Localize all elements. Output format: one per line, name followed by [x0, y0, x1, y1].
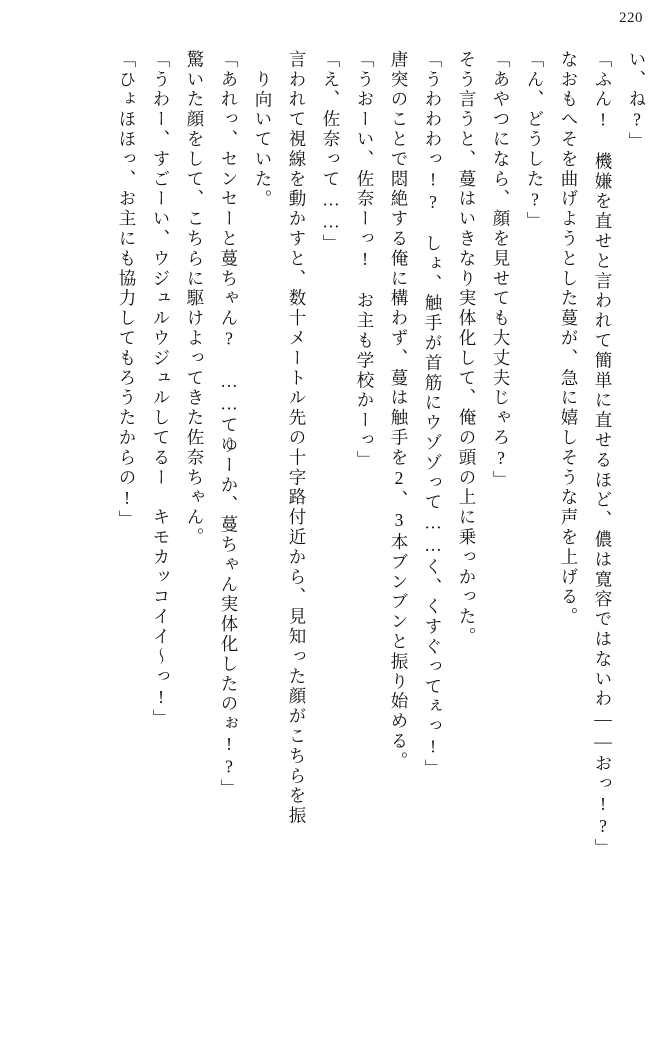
text-line: い、ね?」: [627, 50, 647, 152]
text-line: なおもへそを曲げようとした蔓が、急に嬉しそうな声を上げる。: [559, 50, 579, 628]
text-line: 「うおーい、佐奈ーっ! お主も学校かーっ」: [355, 50, 375, 471]
text-line: 「ひょほほっ、お主にも協力してもろうたからの!」: [117, 50, 137, 531]
text-line: 「うわわわっ!? しょ、触手が首筋にウゾゾって……く、くすぐってぇっ!」: [423, 50, 443, 779]
text-line: 「あれっ、センセーと蔓ちゃん? ……てゆーか、蔓ちゃん実体化したのぉ!?」: [219, 50, 239, 799]
text-line: 「ん、どうした?」: [525, 50, 545, 232]
text-line: 「ふん! 機嫌を直せと言われて簡単に直せるほど、儂は寛容ではないわ――おっ!?」: [593, 50, 613, 859]
text-line: そう言うと、蔓はいきなり実体化して、俺の頭の上に乗っかった。: [457, 50, 477, 647]
text-line: 「え、佐奈って……」: [321, 50, 341, 254]
text-line: 言われて視線を動かすと、数十メートル先の十字路付近から、見知った顔がこちらを振: [287, 50, 307, 827]
text-line: り向いていた。: [253, 70, 273, 210]
page-number: 220: [619, 10, 643, 26]
text-line: 驚いた顔をして、こちらに駆けよってきた佐奈ちゃん。: [185, 50, 205, 548]
text-line: 「あやつになら、顔を見せても大丈夫じゃろ?」: [491, 50, 511, 491]
text-line: 「うわー、すごーい、ウジュルウジュルしてるー キモカッコイイ～っ!」: [151, 50, 171, 730]
text-line: 唐突のことで悶絶する俺に構わず、蔓は触手を2、3本ブンブンと振り始める。: [389, 50, 409, 772]
vertical-text-body: [24, 50, 645, 1024]
